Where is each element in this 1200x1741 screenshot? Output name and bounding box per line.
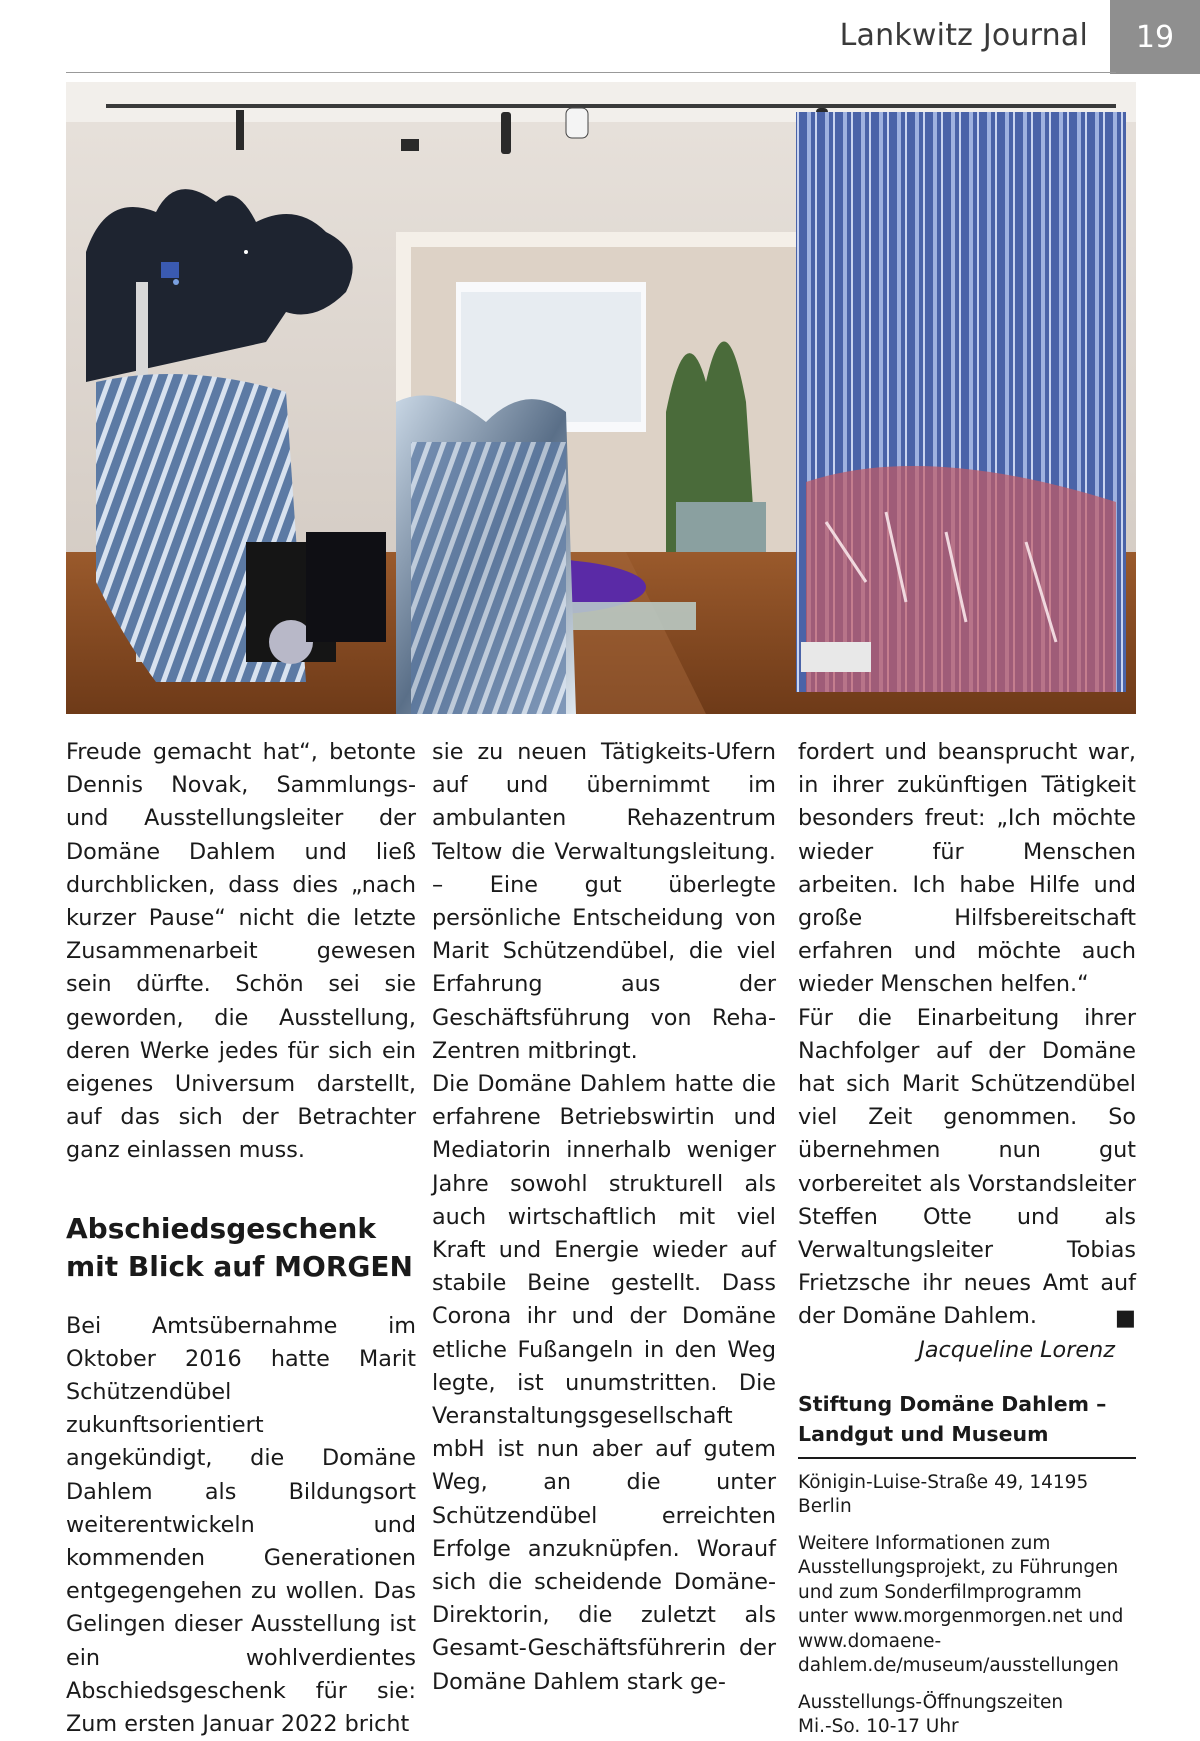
header-divider	[66, 72, 1116, 73]
article-column-1	[66, 736, 416, 1741]
info-address: Königin-Luise-Straße 49, 14195 Berlin	[798, 1471, 1089, 1518]
end-mark-icon: ■	[1114, 1305, 1136, 1332]
article-closing-text: Für die Einarbeitung ihrer Nachfolger auf der Domäne hat sich Marit Schützendübel viel Zeit genommen. So übernehmen nun gut vorbereitet als Vorstandsleiter Steffen Otte und als Verwaltungsleiter Tobias Frietzsche ihr neues Amt auf der Domäne Dahlem.	[798, 1004, 1136, 1330]
article-paragraph: Bei Amtsübernahme im Oktober 2016 hatte Marit Schützendübel zukunftsorientiert angekündigt, die Domäne Dahlem als Bildungsort weiterentwickeln und kommenden Generationen entgegengehen zu wollen. Das Gelingen dieser Ausstellung ist ein wohlverdientes Abschiedsgeschenk für sie: Zum ersten Januar 2022 bricht	[66, 1312, 416, 1738]
page-number: 19	[1110, 0, 1200, 74]
article-paragraph	[798, 1002, 1136, 1334]
article-paragraph: Die Domäne Dahlem hatte die erfahrene Betriebswirtin und Mediatorin innerhalb weniger Jahre sowohl strukturell als auch wirtschaftlich mit viel Kraft und Energie wieder auf stabile Beine gestellt. Dass Corona ihr und der Domäne etliche Fußangeln in den Weg legte, ist unumstritten. Die Veranstaltungsgesellschaft mbH ist nun aber auf gutem Weg, an die unter Schützendübel erreichten Erfolge anzuknüpfen. Worauf sich die scheidende Domäne-Direktorin, die zuletzt als Gesamt-Geschäftsführerin der Domäne Dahlem stark ge-	[432, 1071, 776, 1695]
article-subhead: Abschiedsgeschenk mit Blick auf MORGEN	[66, 1211, 413, 1283]
info-box	[798, 1389, 1136, 1740]
info-hours: Mi.-So. 10-17 Uhr	[798, 1716, 959, 1738]
article-column-3	[798, 736, 1136, 1740]
article-author: Jacqueline Lorenz	[918, 1336, 1115, 1363]
info-more: Weitere Informationen zum Ausstellungsprojekt, zu Führungen und zum Sonderfilmprogramm unter www.morgenmorgen.net und www.domaene-dahlem.de/museum/ausstellungen	[798, 1532, 1124, 1677]
exhibition-photo	[66, 82, 1136, 714]
exhibition-photo-icon	[66, 82, 1136, 714]
article-paragraph: fordert und beansprucht war, in ihrer zukünftigen Tätigkeit besonders freut: „Ich möchte wieder für Menschen arbeiten. Ich habe Hilfe und große Hilfsbereitschaft erfahren und möchte auch wieder Menschen helfen.“	[798, 739, 1136, 998]
info-box-title: Stiftung Domäne Dahlem – Landgut und Museum	[798, 1389, 1136, 1459]
article-column-2	[432, 736, 776, 1699]
article-paragraph: sie zu neuen Tätigkeits-Ufern auf und übernimmt im ambulanten Rehazentrum Teltow die Verwaltungsleitung. – Eine gut überlegte persönliche Entscheidung von Marit Schützendübel, die viel Erfahrung aus der Geschäftsführung von Reha-Zentren mitbringt.	[432, 739, 776, 1064]
article-paragraph: Freude gemacht hat“, betonte Dennis Novak, Sammlungs- und Ausstellungsleiter der Domäne Dahlem und ließ durchblicken, dass dies „nach kurzer Pause“ nicht die letzte Zusammenarbeit gewesen sein dürfte. Schön sei sie geworden, die Ausstellung, deren Werke jedes für sich ein eigenes Universum darstellt, auf das sich der Betrachter ganz einlassen muss.	[66, 739, 416, 1164]
info-hours-label: Ausstellungs-Öffnungszeiten	[798, 1691, 1064, 1713]
journal-title: Lankwitz Journal	[839, 18, 1088, 53]
